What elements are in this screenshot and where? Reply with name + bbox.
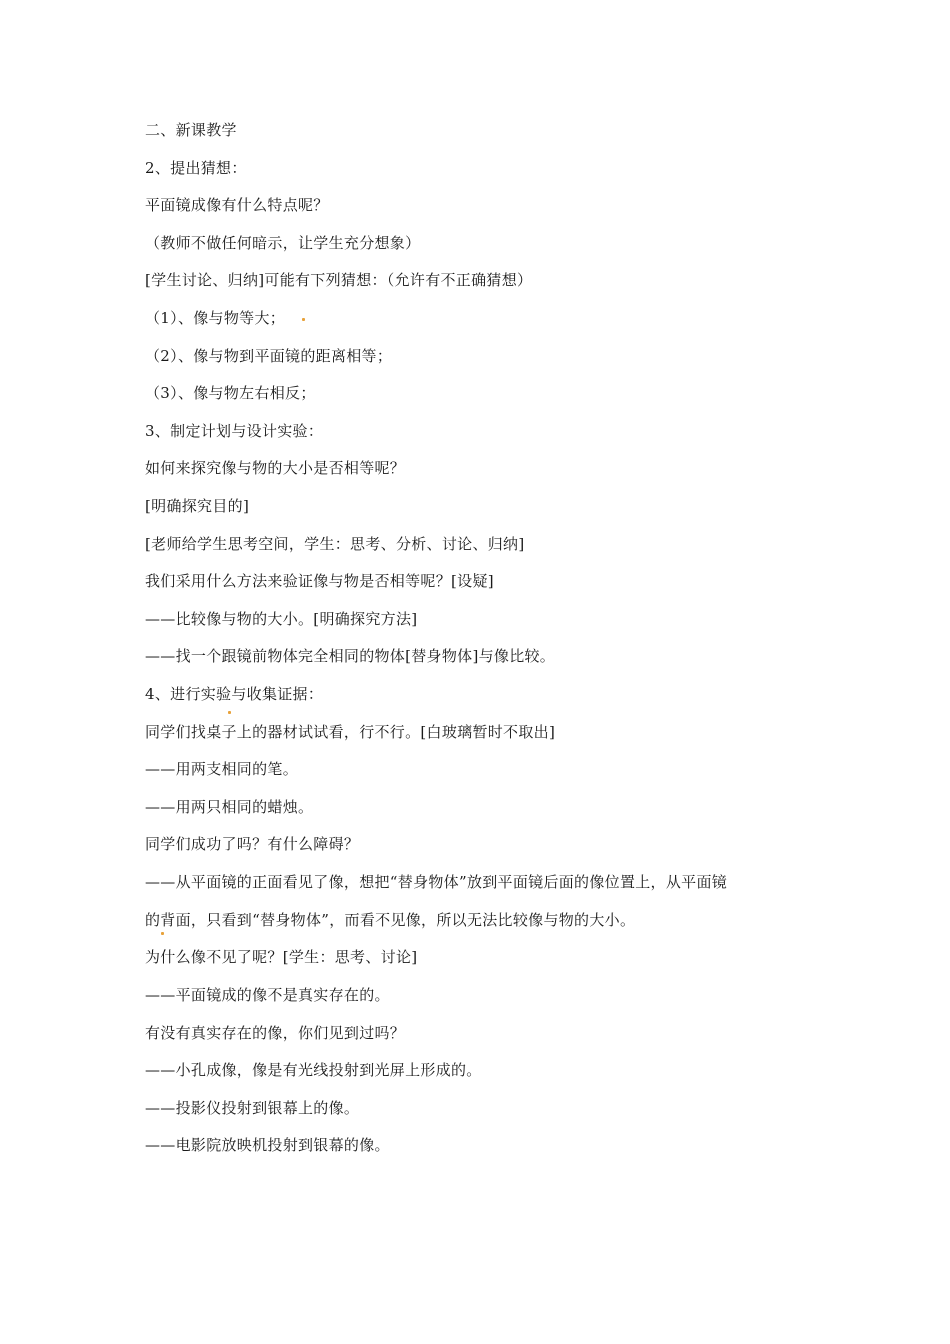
text-line: 平面镜成像有什么特点呢？	[145, 196, 329, 215]
text-line: 如何来探究像与物的大小是否相等呢？	[145, 459, 406, 478]
document-body	[145, 120, 825, 1173]
text-line: 有没有真实存在的像，你们见到过吗？	[145, 1023, 406, 1042]
text-line: 同学们成功了吗？有什么障碍？	[145, 835, 360, 854]
text-line: ——用两支相同的笔。	[145, 760, 299, 779]
long-paragraph-line-2: 的背面，只看到“替身物体”，而看不见像，所以无法比较像与物的大小。	[145, 910, 636, 929]
text-line: ——电影院放映机投射到银幕的像。	[145, 1136, 390, 1155]
section-heading: 二、新课教学	[145, 121, 237, 139]
text-line: 为什么像不见了呢？[学生：思考、讨论]	[145, 948, 418, 967]
hypothesis-3: （3）、像与物左右相反；	[145, 384, 316, 403]
text-line: （教师不做任何暗示，让学生充分想象）	[145, 233, 421, 252]
step-heading-3: 3、制定计划与设计实验：	[145, 421, 324, 440]
text-line: [明确探究目的]	[145, 496, 250, 515]
mark-dot	[161, 932, 164, 935]
mark-dot	[228, 711, 231, 714]
text-line: [老师给学生思考空间，学生：思考、分析、讨论、归纳]	[145, 534, 525, 553]
mark-dot	[302, 318, 305, 321]
long-paragraph	[145, 872, 820, 930]
text-line: ——用两只相同的蜡烛。	[145, 797, 314, 816]
step-heading-4: 4、进行实验与收集证据：	[145, 684, 324, 703]
text-line: 我们采用什么方法来验证像与物是否相等呢？[设疑]	[145, 572, 494, 591]
hypothesis-2: （2）、像与物到平面镜的距离相等；	[145, 346, 393, 365]
text-line: 同学们找桌子上的器材试试看，行不行。[白玻璃暂时不取出]	[145, 722, 556, 741]
text-line: ——找一个跟镜前物体完全相同的物体[替身物体]与像比较。	[145, 647, 556, 666]
text-line: ——小孔成像，像是有光线投射到光屏上形成的。	[145, 1061, 482, 1080]
step-heading-2: 2、提出猜想：	[145, 158, 247, 177]
hypothesis-1: （1）、像与物等大；	[145, 308, 286, 327]
text-line: ——投影仪投射到银幕上的像。	[145, 1098, 360, 1117]
text-line: ——比较像与物的大小。[明确探究方法]	[145, 609, 418, 628]
text-line: [学生讨论、归纳]可能有下列猜想：（允许有不正确猜想）	[145, 271, 533, 290]
long-paragraph-line-1: ——从平面镜的正面看见了像，想把“替身物体”放到平面镜后面的像位置上，从平面镜	[145, 872, 728, 891]
text-line: ——平面镜成的像不是真实存在的。	[145, 986, 390, 1005]
